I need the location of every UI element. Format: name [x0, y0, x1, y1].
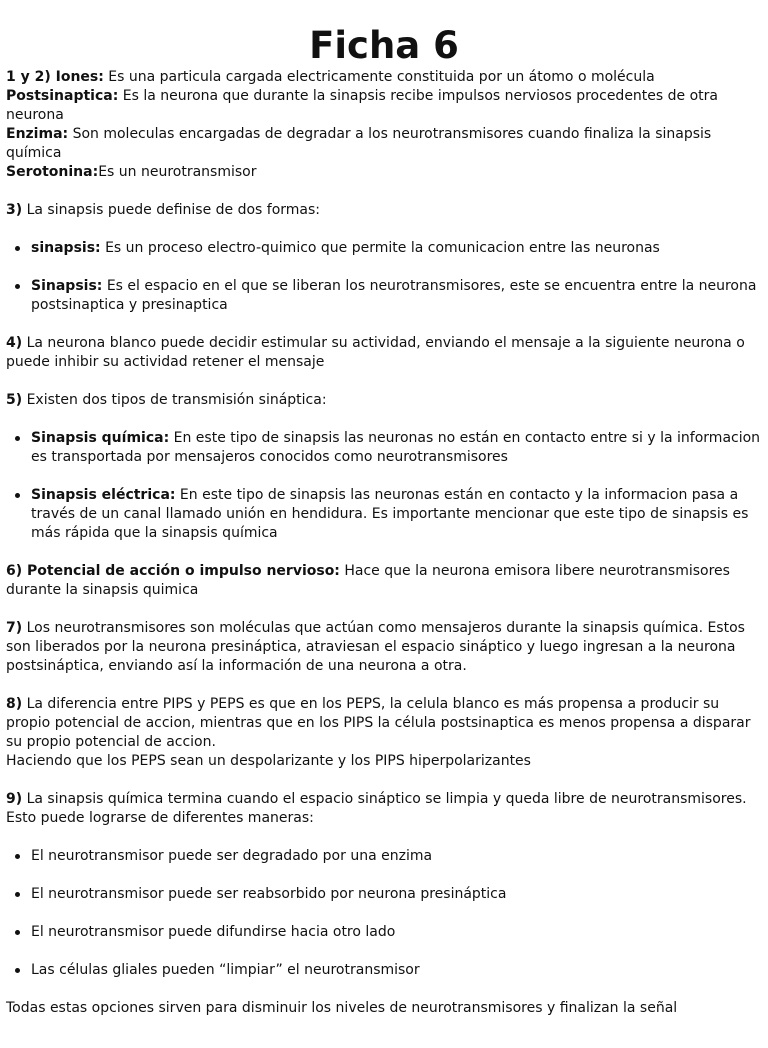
list-item: [31, 277, 762, 315]
definition-text: Es un neurotransmisor: [98, 164, 257, 180]
question-5: [6, 391, 762, 410]
document-page: [0, 24, 768, 1048]
question-text: La sinapsis química termina cuando el espacio sináptico se limpia y queda libre de neurotransmisores.: [22, 791, 747, 807]
definition-term: Enzima:: [6, 126, 69, 142]
question-7: [6, 619, 762, 676]
question-text: Los neurotransmisores son moléculas que actúan como mensajeros durante la sinapsis química. Estos son liberados por la neurona presináptica, atraviesan el espacio sináptico y luego ingresan a la neurona postsináptica, enviando así la información de una neurona a otra.: [6, 620, 745, 674]
question-number: 5): [6, 392, 23, 408]
list-item-term: sinapsis:: [31, 240, 101, 256]
question-3-list: [6, 239, 762, 315]
definition-postsinaptica: [6, 87, 762, 125]
definition-text: Es una particula cargada electricamente constituida por un átomo o molécula: [103, 69, 655, 85]
question-number: 9): [6, 791, 23, 807]
list-item-text: Es el espacio en el que se liberan los neurotransmisores, este se encuentra entre la neurona postsinaptica y presinaptica: [31, 278, 757, 313]
list-item: El neurotransmisor puede ser degradado por una enzima: [31, 847, 762, 866]
question-3: [6, 201, 762, 220]
document-title: Ficha 6: [309, 24, 459, 67]
closing-text: Todas estas opciones sirven para disminuir los niveles de neurotransmisores y finalizan la señal: [6, 1000, 678, 1016]
definitions-block: [6, 68, 762, 182]
question-9: [6, 790, 762, 809]
list-item: El neurotransmisor puede difundirse hacia otro lado: [31, 923, 762, 942]
question-text: Hace que la neurona emisora libere neurotransmisores durante la sinapsis quimica: [6, 563, 730, 598]
list-item: [31, 239, 762, 258]
list-item-term: Sinapsis:: [31, 278, 103, 294]
question-number: 8): [6, 696, 23, 712]
list-item: Las células gliales pueden “limpiar” el neurotransmisor: [31, 961, 762, 980]
list-item-term: Sinapsis química:: [31, 430, 170, 446]
question-5-list: [6, 429, 762, 543]
list-item: El neurotransmisor puede ser reabsorbido por neurona presináptica: [31, 885, 762, 904]
question-6: [6, 562, 762, 600]
list-item-term: Sinapsis eléctrica:: [31, 487, 176, 503]
list-item-text: Es un proceso electro-quimico que permite la comunicacion entre las neuronas: [100, 240, 660, 256]
definition-enzima: [6, 125, 762, 163]
list-item: [31, 486, 762, 543]
question-text: Existen dos tipos de transmisión sináptica:: [22, 392, 327, 408]
definition-text: Es la neurona que durante la sinapsis recibe impulsos nerviosos procedentes de otra neurona: [6, 88, 718, 123]
definition-iones: [6, 68, 762, 87]
definition-term: Postsinaptica:: [6, 88, 119, 104]
question-number: 4): [6, 335, 23, 351]
question-number: 7): [6, 620, 23, 636]
question-text: La diferencia entre PIPS y PEPS es que en los PEPS, la celula blanco es más propensa a producir su propio potencial de accion, mientras que en los PIPS la célula postsinaptica es menos propensa a disparar su propio potencial de accion.: [6, 696, 751, 750]
definition-term: 1 y 2) Iones:: [6, 69, 104, 85]
question-9-intro: Esto puede lograrse de diferentes maneras:: [6, 810, 314, 826]
question-4: [6, 334, 762, 372]
definition-serotonina: [6, 163, 762, 182]
question-number: 6) Potencial de acción o impulso nervioso:: [6, 563, 340, 579]
definition-term: Serotonina:: [6, 164, 99, 180]
question-8-conclusion: Haciendo que los PEPS sean un despolarizante y los PIPS hiperpolarizantes: [6, 753, 531, 769]
list-item-text: En este tipo de sinapsis las neuronas no están en contacto entre si y la informacion es transportada por mensajeros conocidos como neurotransmisores: [31, 430, 761, 465]
list-item-text: En este tipo de sinapsis las neuronas están en contacto y la informacion pasa a través de un canal llamado unión en hendidura. Es importante mencionar que este tipo de sinapsis es más rápida que la sinapsis química: [31, 487, 749, 541]
question-text: La sinapsis puede definise de dos formas:: [22, 202, 321, 218]
question-text: La neurona blanco puede decidir estimular su actividad, enviando el mensaje a la siguiente neurona o puede inhibir su actividad retener el mensaje: [6, 335, 745, 370]
definition-text: Son moleculas encargadas de degradar a los neurotransmisores cuando finaliza la sinapsis química: [6, 126, 712, 161]
question-8: [6, 695, 762, 752]
list-item: [31, 429, 762, 467]
question-9-list: [6, 847, 762, 980]
question-number: 3): [6, 202, 23, 218]
